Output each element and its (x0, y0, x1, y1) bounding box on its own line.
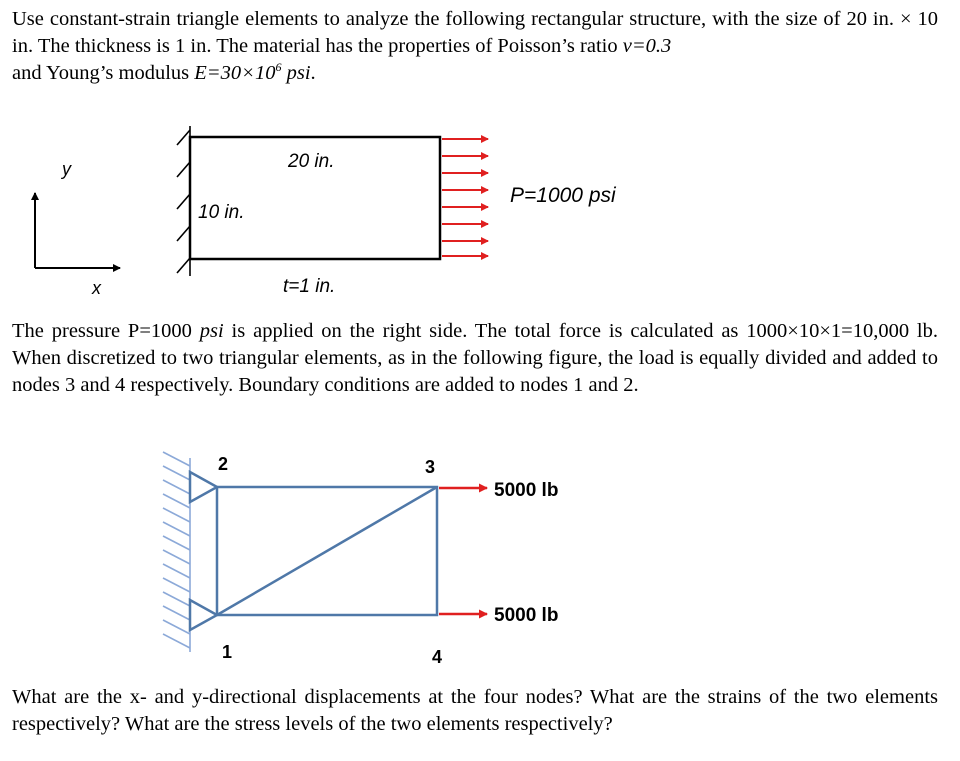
support-hatch (163, 508, 190, 522)
mesh-diagonal (217, 487, 437, 615)
force-label-node-3: 5000 lb (494, 480, 559, 501)
support-hatch (163, 550, 190, 564)
pressure-label: P=1000 psi (510, 184, 616, 207)
question-text: What are the x- and y-directional displacements at the four nodes? What are the strains of the two elements respectively? What are the stress levels of the two elements respectively? (12, 686, 938, 735)
thickness-label: t=1 in. (283, 276, 336, 297)
node-label-4: 4 (432, 647, 443, 667)
node-label-2: 2 (218, 454, 229, 474)
support-hatch (163, 592, 190, 606)
pin-support-node-1 (190, 600, 217, 630)
plate-height-label: 10 in. (198, 202, 245, 223)
support-hatch (163, 522, 190, 536)
intro-text-b: and Young’s modulus (12, 62, 195, 84)
load-unit-psi: psi (199, 320, 224, 342)
youngs-modulus-unit: psi (281, 62, 311, 84)
support-hatch (163, 606, 190, 620)
support-hatch (163, 634, 190, 648)
youngs-modulus-base: E=30×10 (194, 62, 276, 84)
load-text-a: The pressure P=1000 (12, 320, 200, 342)
intro-text-c: . (310, 62, 316, 84)
pin-support-node-2 (190, 472, 217, 502)
intro-text-a: Use constant-strain triangle elements to analyze the following rectangular structure, with the size of 20 in. × 10 in. The thickness is 1 in. The material has the properties of Poisson’s ratio (12, 8, 938, 57)
poisson-ratio: ν=0.3 (622, 35, 672, 57)
force-label-node-4: 5000 lb (494, 605, 559, 626)
load-text-b: is applied on the right side. The total force is calculated as 1000×10×1=10,000 lb. When discretized to two triangular elements, as in the following figure, the load is equally divided and added to nodes 3 and 4 respectively. Boundary conditions are added to nodes 1 and 2. (12, 320, 939, 396)
support-hatch (163, 564, 190, 578)
y-axis-label: y (62, 159, 71, 179)
support-hatch (163, 536, 190, 550)
youngs-modulus-exponent: 6 (275, 60, 282, 74)
support-hatch (163, 578, 190, 592)
support-hatch (163, 452, 190, 466)
support-hatch (163, 620, 190, 634)
plate-width-label: 20 in. (288, 151, 335, 172)
node-label-3: 3 (425, 457, 436, 477)
support-hatch (163, 494, 190, 508)
support-hatch (163, 480, 190, 494)
x-axis-label: x (92, 278, 101, 298)
support-hatch (163, 466, 190, 480)
node-label-1: 1 (222, 642, 233, 662)
fixed-support-hatching (163, 452, 190, 652)
